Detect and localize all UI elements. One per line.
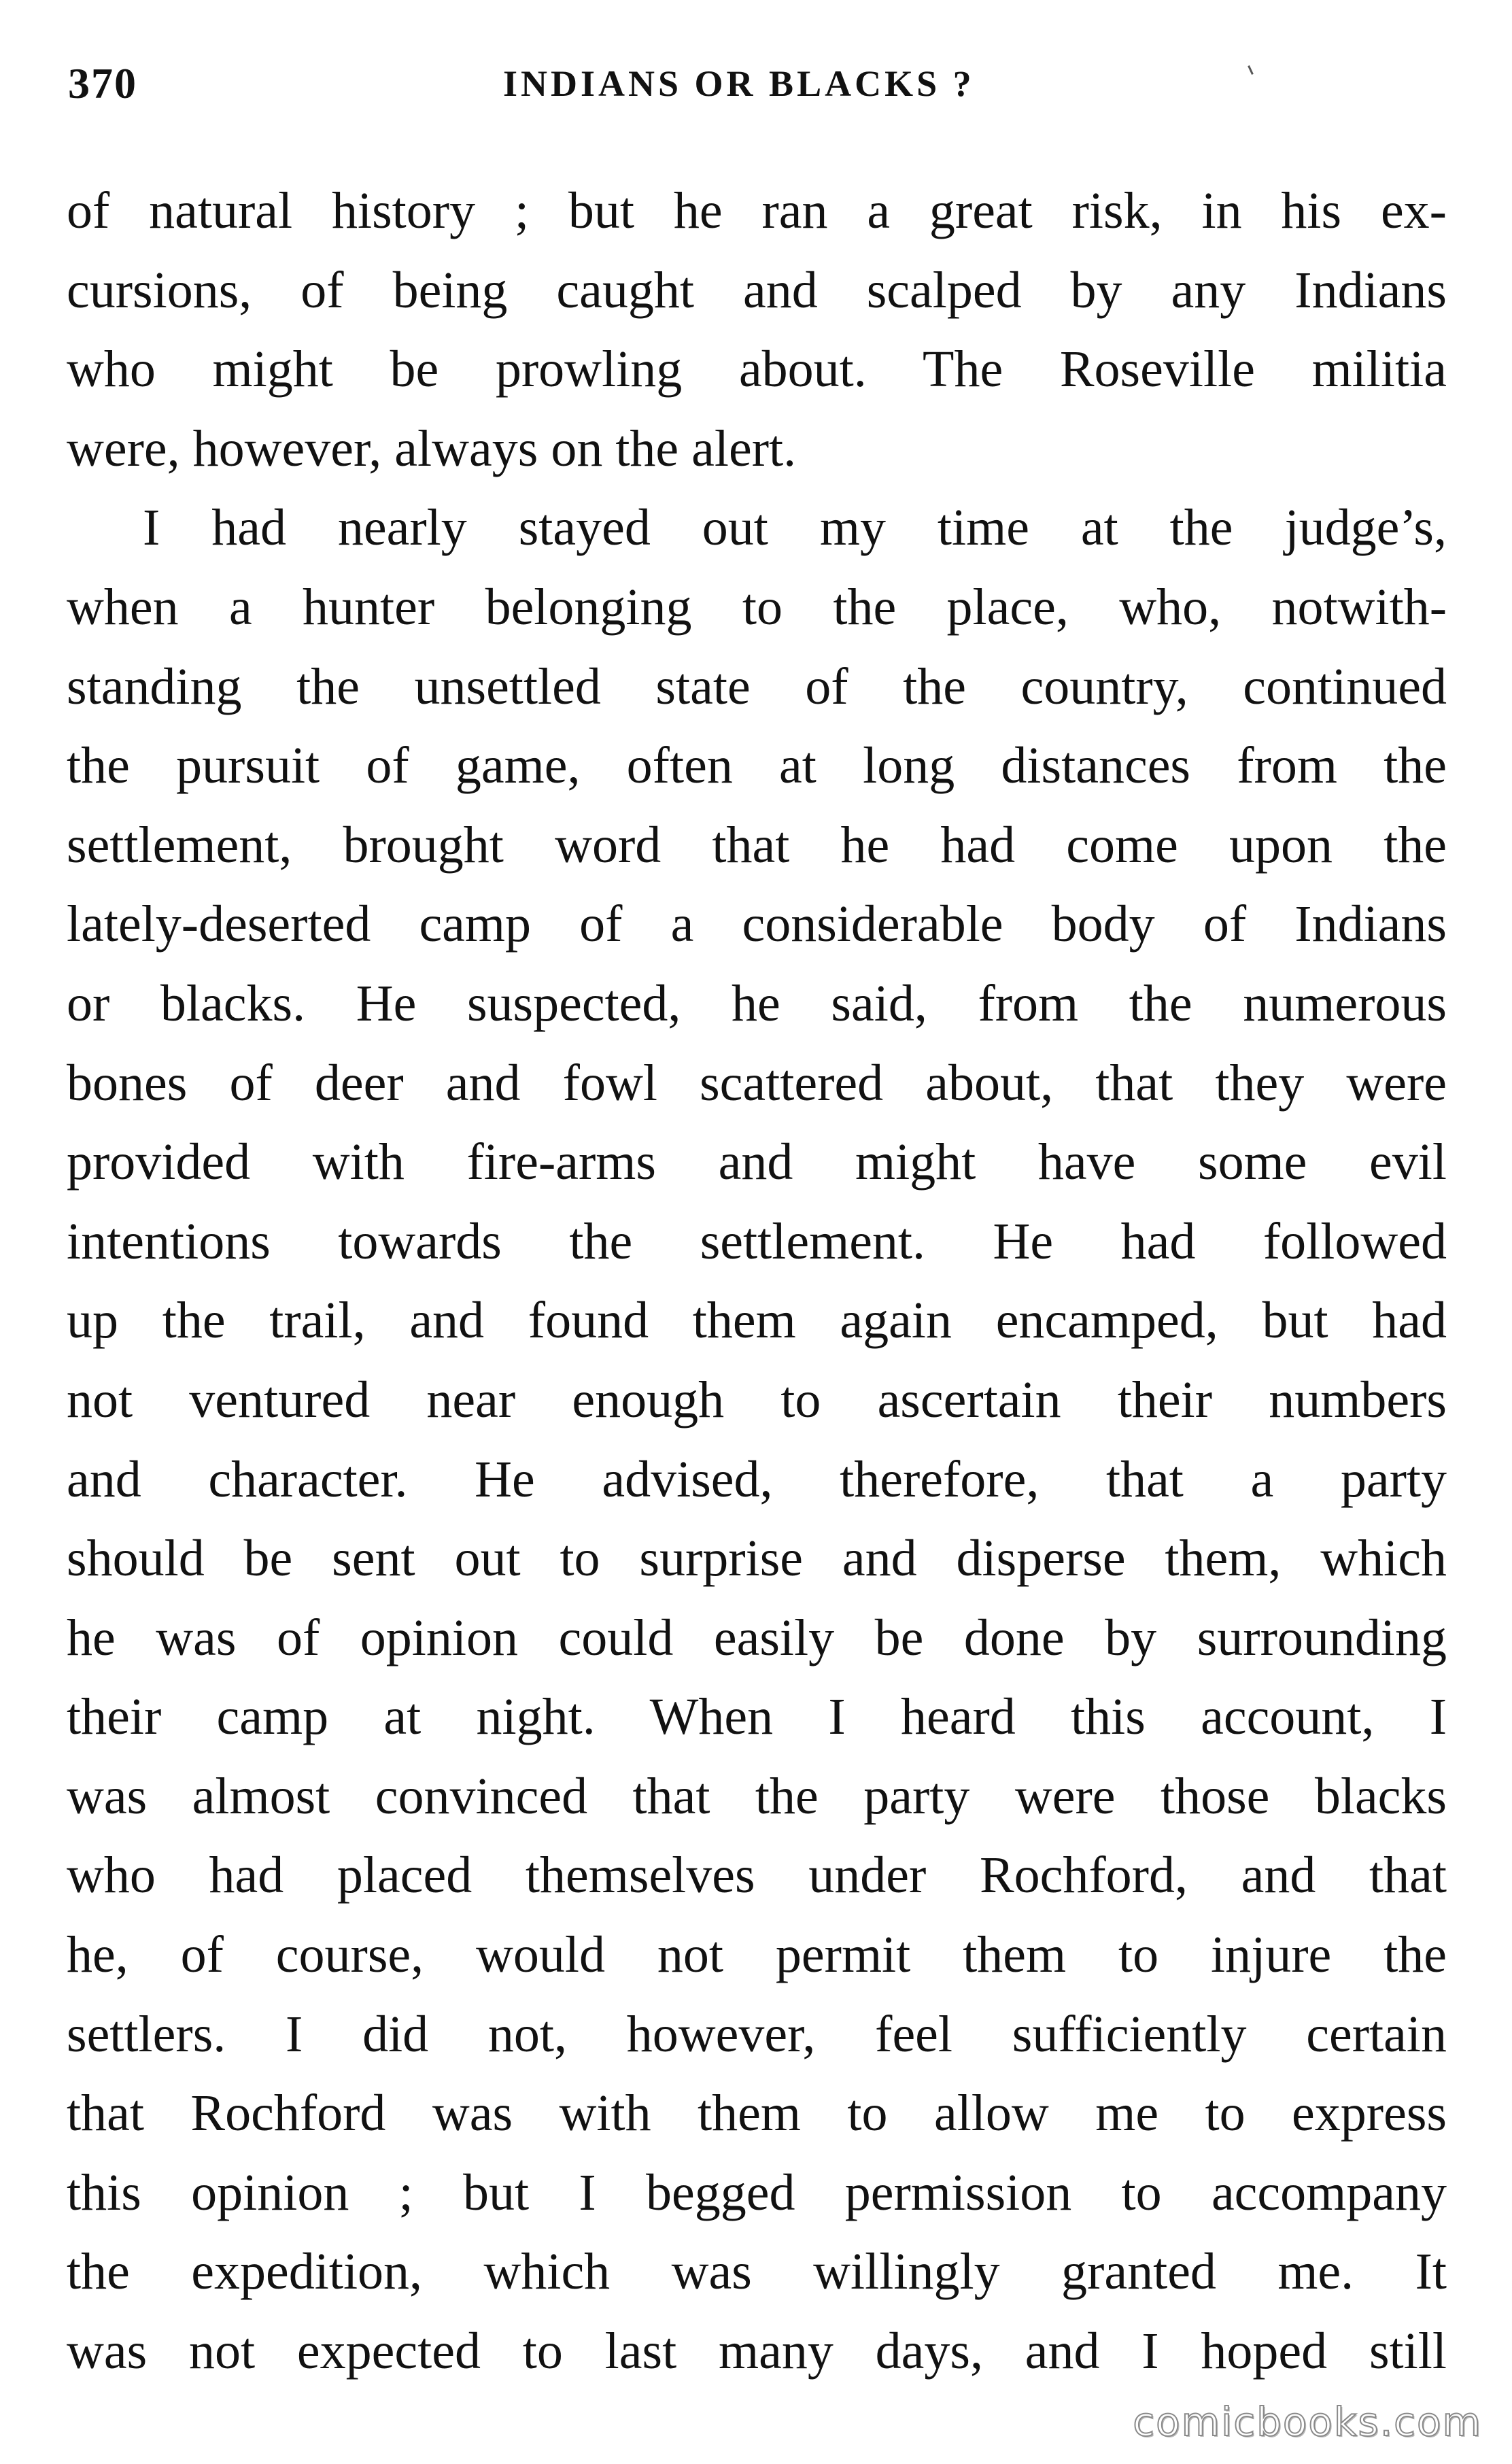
text-line: lately-deserted camp of a considerable body of Indians (67, 895, 1447, 953)
text-line: their camp at night. When I heard this account, I (67, 1688, 1447, 1746)
watermark-logo: comicbooks.com (1133, 2399, 1482, 2445)
text-line: bones of deer and fowl scattered about, that they were (67, 1054, 1447, 1112)
text-line: provided with fire-arms and might have some evil (67, 1133, 1447, 1191)
text-line: this opinion ; but I begged permission to accompany (67, 2163, 1447, 2221)
text-line: not ventured near enough to ascertain their numbers (67, 1371, 1447, 1428)
running-title: INDIANS OR BLACKS ? (503, 63, 975, 104)
text-line: should be sent out to surprise and disperse them, which (67, 1530, 1447, 1588)
text-line: he was of opinion could easily be done by surrounding (67, 1609, 1447, 1666)
stray-mark (1248, 65, 1254, 75)
text-line: that Rochford was with them to allow me to express (67, 2085, 1447, 2142)
text-line: was almost convinced that the party were those blacks (67, 1767, 1447, 1825)
text-line: the expedition, which was willingly granted me. It (67, 2243, 1447, 2301)
paragraph-first-line: I had nearly stayed out my time at the judge’s, (143, 499, 1447, 557)
text-line: and character. He advised, therefore, that a party (67, 1450, 1447, 1508)
text-line: standing the unsettled state of the country, continued (67, 657, 1447, 715)
text-line: up the trail, and found them again encamped, but had (67, 1292, 1447, 1350)
text-line: were, however, always on the alert. (67, 420, 797, 477)
text-line: settlers. I did not, however, feel sufficiently certain (67, 2005, 1447, 2063)
text-line: the pursuit of game, often at long distances from the (67, 737, 1447, 795)
text-line: intentions towards the settlement. He had followed (67, 1212, 1447, 1270)
text-line: of natural history ; but he ran a great risk, in his ex- (67, 182, 1447, 239)
text-line: was not expected to last many days, and I hoped still (67, 2323, 1447, 2380)
body-text (67, 171, 1447, 2391)
text-line: cursions, of being caught and scalped by any Indians (67, 261, 1447, 319)
text-line: who might be prowling about. The Roseville militia (67, 341, 1447, 398)
text-line: who had placed themselves under Rochford, and that (67, 1847, 1447, 1904)
text-line: or blacks. He suspected, he said, from the numerous (67, 974, 1447, 1032)
text-line: he, of course, would not permit them to injure the (67, 1926, 1447, 1984)
text-line: settlement, brought word that he had come upon the (67, 816, 1447, 874)
text-line: when a hunter belonging to the place, who, notwith- (67, 578, 1447, 636)
running-head (68, 58, 1448, 120)
page-number: 370 (68, 59, 137, 107)
